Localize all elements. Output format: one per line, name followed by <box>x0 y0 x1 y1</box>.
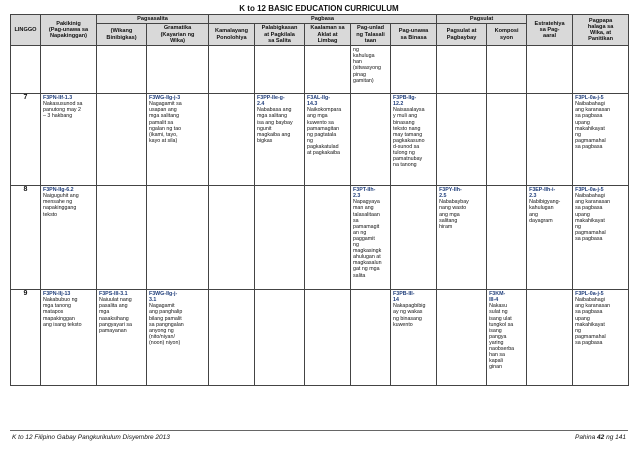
cell-gramatika <box>147 290 209 386</box>
competency-text: Nagagamit sa usapan ang mga salitang pamalit sa ngalan ng tao (ikami, tayo, kayo at sila) <box>149 101 182 144</box>
table-row <box>11 290 629 386</box>
cell-kaalaman-aklat <box>305 46 351 94</box>
col-header-wikang-binibigkas: (Wikang Binibigkas) <box>97 24 147 46</box>
group-header-pagbasa: Pagbasa <box>209 15 437 24</box>
competency-code: F3WG-IIg-j- 3.1 <box>149 291 178 304</box>
cell-estratehiya <box>527 290 573 386</box>
competency-code: F3PL-0a-j-5 <box>575 291 604 298</box>
competency-code: F3PB-III- 14 <box>393 291 415 304</box>
week-cell: 8 <box>11 186 41 290</box>
cell-wikang-binibigkas <box>97 290 147 386</box>
cell-kaalaman-aklat <box>305 290 351 386</box>
competency-code: F3PL-0a-j-5 <box>575 187 604 194</box>
cell-kamalayang-ponolohiya <box>209 186 255 290</box>
week-cell: 9 <box>11 290 41 386</box>
cell-kamalayang-ponolohiya <box>209 46 255 94</box>
competency-code: F3PN-IIf-1.3 <box>43 95 73 102</box>
cell-pagpapahalaga <box>573 290 629 386</box>
cell-pakikinig <box>41 94 97 186</box>
cell-pagsulat-pagbaybay <box>437 290 487 386</box>
competency-code: F3EP-IIh-i- 2.3 <box>529 187 556 200</box>
cell-kamalayang-ponolohiya <box>209 94 255 186</box>
group-header-pagsulat: Pagsulat <box>437 15 527 24</box>
cell-pakikinig <box>41 46 97 94</box>
cell-komposisyon <box>487 94 527 186</box>
competency-text: ng kahuluga han (sitwasyong pinag gamitan) <box>353 47 381 84</box>
week-cell <box>11 46 41 94</box>
col-header-estratehiya: Estratehiya sa Pag- aaral <box>527 15 573 46</box>
page-number <box>575 434 626 441</box>
competency-code: F3PN-IIg-6.2 <box>43 187 74 194</box>
cell-palabigkasan <box>255 46 305 94</box>
competency-code: F3PS-III-3.1 <box>99 291 128 298</box>
cell-pag-unlad-talasalitaan <box>351 186 391 290</box>
col-header-kaalaman-aklat: Kaalaman sa Aklat at Limbag <box>305 24 351 46</box>
cell-pagpapahalaga <box>573 94 629 186</box>
cell-pag-unawa-binasa <box>391 186 437 290</box>
competency-text: Nababasa ang mga salitang isa ang baybay ngunit magkaiba ang bigkas <box>257 107 293 144</box>
curriculum-table <box>10 14 629 386</box>
page-mid: ng <box>606 434 614 441</box>
week-cell: 7 <box>11 94 41 186</box>
cell-pag-unawa-binasa <box>391 46 437 94</box>
competency-text: Naibabahagi ang karanasan sa pagbasa upang makahikayat ng pagmamahal sa pagbasa <box>575 101 611 150</box>
competency-code: F3WG-IIg-j-3 <box>149 95 181 102</box>
col-header-pakikinig: Pakikinig (Pag-unawa sa Napakinggan) <box>41 15 97 46</box>
col-header-komposisyon: Komposi syon <box>487 24 527 46</box>
competency-text: Nababaybay nang wasto ang mga salitang hiram <box>439 199 469 230</box>
cell-estratehiya <box>527 186 573 290</box>
cell-palabigkasan <box>255 186 305 290</box>
competency-code: F3PB-IIg- 12.2 <box>393 95 417 108</box>
cell-pag-unawa-binasa <box>391 290 437 386</box>
cell-palabigkasan <box>255 94 305 186</box>
cell-pagsulat-pagbaybay <box>437 46 487 94</box>
cell-gramatika <box>147 94 209 186</box>
table-body <box>11 46 629 386</box>
competency-code: F3PN-IIj-13 <box>43 291 71 298</box>
col-header-gramatika: Gramatika (Kayarian ng Wika) <box>147 24 209 46</box>
cell-estratehiya <box>527 46 573 94</box>
cell-pagpapahalaga <box>573 186 629 290</box>
col-header-pagsulat-pagbaybay: Pagsulat at Pagbaybay <box>437 24 487 46</box>
group-header-pagsasalita: Pagsasalita <box>97 15 209 24</box>
cell-pag-unlad-talasalitaan <box>351 94 391 186</box>
competency-text: Nagagamit ang panghalip bilang pamalit sa pangngalan anyong ng (nito/niyan/ (noon) niyon) <box>149 303 184 346</box>
document-title: K to 12 BASIC EDUCATION CURRICULUM <box>239 4 399 13</box>
table-row <box>11 94 629 186</box>
competency-text: Nabibigyang- kahulugan ang dayagram <box>529 199 561 224</box>
col-header-pagpapahalaga: Pagpapa halaga sa Wika, at Panitikan <box>573 15 629 46</box>
cell-pagsulat-pagbaybay <box>437 186 487 290</box>
col-header-linggo: LINGGO <box>11 15 41 46</box>
col-header-kamalayang-ponolohiya: Kamalayang Ponolohiya <box>209 24 255 46</box>
cell-wikang-binibigkas <box>97 46 147 94</box>
page-current: 42 <box>597 434 605 441</box>
cell-kaalaman-aklat <box>305 94 351 186</box>
competency-code: F3KM- III-4 <box>489 291 506 304</box>
competency-text: Nakasusunod sa panutong may 2 – 3 hakbang <box>43 101 83 120</box>
competency-text: Nakabubuo ng mga tanong matapos mapakinggan ang isang teksto <box>43 297 82 328</box>
cell-wikang-binibigkas <box>97 94 147 186</box>
cell-wikang-binibigkas <box>97 186 147 290</box>
cell-komposisyon <box>487 290 527 386</box>
competency-text: Naibabahagi ang karanasan sa pagbasa upang makahikayat ng pagmamahal sa pagbasa <box>575 297 611 346</box>
col-header-pag-unlad-talasalitaan: Pag-unlad ng Talasali taan <box>351 24 391 46</box>
cell-pagsulat-pagbaybay <box>437 94 487 186</box>
header-row-groups <box>11 15 629 24</box>
competency-text: Naiuulat nang pasalita ang mga nasaksihang pangyayari sa pamayanan <box>99 297 132 334</box>
table-row <box>11 186 629 290</box>
cell-pag-unlad-talasalitaan <box>351 290 391 386</box>
competency-text: Naisasalaysa y muli ang binasang teksto nang may tamang pagkakasuno d-sunod sa tulong ng pamatnubay na tanong <box>393 107 425 169</box>
competency-text: Nakapagbibig ay ng wakas ng binasang kuwento <box>393 303 426 328</box>
cell-gramatika <box>147 46 209 94</box>
cell-gramatika <box>147 186 209 290</box>
cell-kaalaman-aklat <box>305 186 351 290</box>
footer-left: K to 12 Filipino Gabay Pangkurikulum Disyembre 2013 <box>12 434 170 441</box>
competency-code: F3PP-IIe-g- 2.4 <box>257 95 285 108</box>
competency-text: Naiguguhit ang mensahe ng napakinggang teksto <box>43 193 79 218</box>
page-total: 141 <box>615 434 626 441</box>
cell-pag-unawa-binasa <box>391 94 437 186</box>
table-row <box>11 46 629 94</box>
competency-code: F3PT-IIh- 2.3 <box>353 187 376 200</box>
competency-code: F3AL-IIg- 14.3 <box>307 95 330 108</box>
footer-divider <box>10 430 628 431</box>
cell-pakikinig <box>41 186 97 290</box>
cell-pag-unlad-talasalitaan <box>351 46 391 94</box>
competency-text: Naibabahagi ang karanasan sa pagbasa upang makahikayat ng pagmamahal sa pagbasa <box>575 193 611 242</box>
cell-pakikinig <box>41 290 97 386</box>
cell-komposisyon <box>487 46 527 94</box>
col-header-pag-unawa-binasa: Pag-unawa sa Binasa <box>391 24 437 46</box>
competency-code: F3PY-IIh- 2.5 <box>439 187 462 200</box>
page-prefix: Pahina <box>574 434 596 441</box>
cell-estratehiya <box>527 94 573 186</box>
cell-palabigkasan <box>255 290 305 386</box>
competency-text: Napagyaya man ang talasalitaan sa pamamagit an ng paggamit ng magkasingk ahulugan at magkasalun gat ng mga salita <box>353 199 382 279</box>
col-header-palabigkasan: Palabigkasan at Pagkilala sa Salita <box>255 24 305 46</box>
competency-text: Naikokompara ang mga kuwento sa pamamagitan ng pagtatala ng pagkakatulad at pagkakaiba <box>307 107 342 157</box>
cell-kamalayang-ponolohiya <box>209 290 255 386</box>
cell-pagpapahalaga <box>573 46 629 94</box>
cell-komposisyon <box>487 186 527 290</box>
competency-code: F3PL-0a-j-5 <box>575 95 604 102</box>
competency-text: Nakasu sulat ng isang ulat tungkol sa isang pangya yaring naobserba han sa kapali ginan <box>489 303 515 371</box>
